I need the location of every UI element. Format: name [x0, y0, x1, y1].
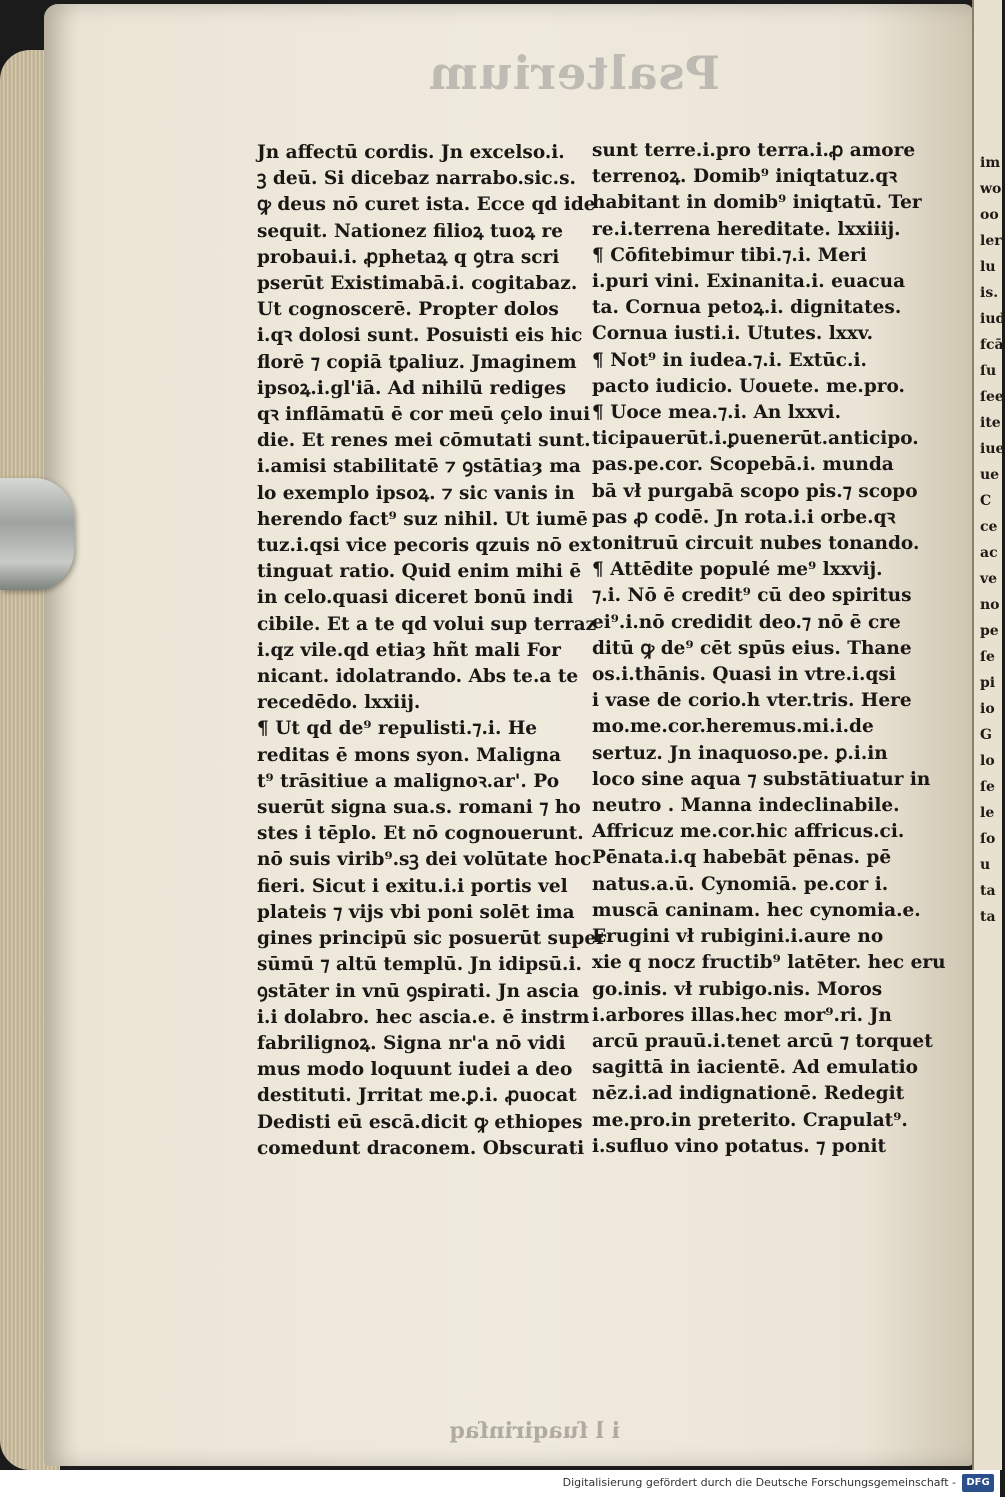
text-line: sūmū ⁊ altū templū. Jn idipsū.i. — [257, 954, 582, 976]
facing-page-fragment: iue — [980, 441, 1005, 457]
text-line: florē ⁊ copiā tꝑaliuz. Jmaginem — [257, 351, 577, 373]
text-line: habitant in domib⁹ iniqtatū. Ter — [592, 192, 922, 214]
text-line: pas.pe.cor. Scopebā.i. munda — [592, 454, 894, 476]
facing-page-fragment: is. — [980, 285, 999, 301]
facing-page-fragment: ite — [980, 415, 1001, 431]
facing-page-fragment: pe — [980, 623, 999, 639]
text-line: t⁹ trāsitiue a malignoꝛ.ar'. Po — [257, 770, 560, 792]
facing-page-fragment: ta — [980, 909, 996, 925]
text-line: Cornua iusti.i. Ututes. lxxv. — [592, 323, 874, 345]
text-line: Jn affectū cordis. Jn excelso.i. — [257, 142, 565, 163]
facing-page-fragment: wo — [980, 181, 1002, 197]
text-line: stes i tēplo. Et nō cognouerunt. — [257, 823, 584, 845]
text-line: go.inis. vł rubigo.nis. Moros — [592, 978, 883, 1000]
facing-page-fragment: lu — [980, 259, 996, 275]
text-line: sunt terre.i.pro terra.i.ꝓ amore — [592, 140, 916, 161]
text-line: ¶ Ut qd de⁹ repulisti.⁊.i. He — [257, 718, 538, 740]
text-line: i.qꝛ dolosi sunt. Posuisti eis hic — [257, 325, 583, 347]
text-line: Affricuz me.cor.hic affricus.ci. — [592, 821, 905, 843]
text-line: i.i dolabro. hec ascia.e. ē instrm — [257, 1006, 590, 1028]
facing-page-fragment: no — [980, 597, 1000, 613]
text-line: ¶ Attēdite populé me⁹ lxxvij. — [592, 559, 883, 581]
text-line: ꝫ deū. Si dicebaz narrabo.sic.s. — [257, 168, 576, 190]
text-line: sequit. Nationez filioꝝ tuoꝝ re — [257, 220, 563, 242]
text-line: reditas ē mons syon. Maligna — [257, 744, 562, 766]
text-line: me.pro.in preterito. Crapulat⁹. — [592, 1109, 908, 1131]
text-line: xie q nocz fructib⁹ latēter. hec eru — [592, 952, 946, 974]
facing-page-fragment: pi — [980, 675, 996, 691]
text-line: ei⁹.i.nō credidit deo.⁊ nō ē cre — [592, 611, 901, 633]
text-line: recedēdo. lxxiij. — [257, 692, 421, 714]
facing-page-fragment: fcā — [980, 337, 1004, 353]
text-line: os.i.thānis. Quasi in vtre.i.qsi — [592, 664, 896, 686]
text-line: Dedisti eū escā.dicit ꝙ ethiopes — [257, 1111, 583, 1133]
text-line: mo.me.cor.heremus.mi.i.de — [592, 716, 874, 738]
text-line: i.arbores illas.hec mor⁹.ri. Jn — [592, 1004, 892, 1026]
text-line: nēz.i.ad indignationē. Redegit — [592, 1083, 905, 1105]
text-line: tonitruū circuit nubes tonando. — [592, 533, 920, 555]
facing-page-fragment: C — [980, 493, 992, 509]
facing-page-fragment: ve — [980, 571, 998, 587]
text-line: natus.a.ū. Cynomiā. pe.cor i. — [592, 873, 889, 895]
text-line: cibile. Et a te qd volui sup terraz — [257, 613, 597, 635]
facing-page-fragment: le — [980, 805, 995, 821]
facing-page-fragment: oo — [980, 207, 999, 223]
text-column-left — [257, 140, 606, 1162]
facing-page-fragment: ue — [980, 467, 1000, 483]
facing-page-fragment: G — [980, 727, 992, 743]
credit-bar — [0, 1470, 1000, 1497]
dfg-logo: DFG — [962, 1474, 994, 1492]
text-line: herendo fact⁹ suz nihil. Ut iumē — [257, 508, 588, 530]
text-line: ¶ Cōfitebimur tibi.⁊.i. Meri — [592, 244, 867, 266]
facing-page-fragment: io — [980, 701, 995, 717]
text-line: i vase de corio.h vter.tris. Here — [592, 690, 912, 712]
text-line: gines principū sic posuerūt super — [257, 928, 606, 950]
text-line: ꝯstāter in vnū ꝯspirati. Jn ascia — [257, 980, 580, 1002]
facing-page-fragment: u — [980, 857, 991, 873]
funding-credit: Digitalisierung gefördert durch die Deutsche Forschungsgemeinschaft - — [562, 1476, 956, 1489]
text-column-right — [592, 138, 944, 1160]
facing-page-fragment: ta — [980, 883, 996, 899]
facing-page-edge — [972, 0, 1005, 1470]
text-line: ¶ Uoce mea.⁊.i. An lxxvi. — [592, 402, 842, 424]
text-line: arcū prauū.i.tenet arcū ⁊ torquet — [592, 1030, 933, 1052]
text-line: pacto iudicio. Uouete. me.pro. — [592, 375, 905, 397]
text-line: lo exemplo ipsoꝝ. ⁊ sic vanis in — [257, 482, 575, 504]
text-line: i.amisi stabilitatē ⁊ ꝯstātiaȝ ma — [257, 456, 581, 478]
text-line: terrenoꝝ. Domib⁹ iniqtatuz.qꝛ — [592, 166, 898, 188]
text-line: tuz.i.qsi vice pecoris qzuis nō ex — [257, 535, 592, 557]
text-line: pserūt Existimabā.i. cogitabaz. — [257, 273, 578, 295]
facing-page-fragment: ſe — [980, 779, 995, 795]
facing-page-fragment: iud — [980, 311, 1005, 327]
footer-bleedthrough: i l ſuaqirinſaq — [449, 1418, 620, 1444]
text-line: fabrilignoꝝ. Signa nr'a nō vidi — [257, 1032, 566, 1054]
text-line: ¶ Not⁹ in iudea.⁊.i. Extūc.i. — [592, 349, 867, 371]
text-line: loco sine aqua ⁊ substātiuatur in — [592, 768, 931, 790]
text-line: ditū ꝙ de⁹ cēt spūs eius. Thane — [592, 637, 912, 659]
facing-page-fragment: lo — [980, 753, 995, 769]
text-line: mus modo loquunt iudei a deo — [257, 1059, 573, 1081]
text-line: pas ꝓ codē. Jn rota.i.i orbe.qꝛ — [592, 506, 896, 528]
text-line: bā vł purgabā scopo pis.⁊ scopo — [592, 480, 918, 502]
text-line: neutro . Manna indeclinabile. — [592, 795, 900, 817]
text-line: ꝙ deus nō curet ista. Ecce qd ide — [257, 194, 596, 216]
text-line: qꝛ inflāmatū ē cor meū çelo inui — [257, 404, 591, 426]
facing-page-fragment: ſo — [980, 831, 996, 847]
text-line: ticipauerūt.i.ꝑuenerūt.anticipo. — [592, 428, 919, 450]
text-line: Pēnata.i.q habebāt pēnas. pē — [592, 847, 892, 869]
text-line: ta. Cornua petoꝝ.i. dignitates. — [592, 297, 902, 319]
facing-page-fragment: ſee — [980, 389, 1004, 405]
text-line: Erugini vł rubigini.i.aure no — [592, 926, 884, 948]
text-line: re.i.terrena hereditate. lxxiiij. — [592, 218, 901, 240]
text-line: fieri. Sicut i exitu.i.i portis vel — [257, 875, 568, 897]
text-line: in celo.quasi diceret bonū indi — [257, 587, 574, 609]
facing-page-fragment: ſe — [980, 649, 995, 665]
facing-page-fragment: ce — [980, 519, 998, 535]
text-line: i.puri vini. Exinanita.i. euacua — [592, 271, 906, 293]
text-line: Ut cognoscerē. Propter dolos — [257, 299, 559, 321]
facing-page-text — [974, 150, 1005, 930]
text-line: i.qz vile.qd etiaȝ hñt mali For — [257, 639, 561, 661]
text-line: comedunt draconem. Obscurati — [257, 1137, 585, 1159]
facing-page-fragment: ſu — [980, 363, 997, 379]
facing-page-fragment: ler — [980, 233, 1002, 249]
text-line: ⁊.i. Nō ē credit⁹ cū deo spiritus — [592, 585, 912, 607]
text-line: sertuz. Jn inaquoso.pe. ꝑ.i.in — [592, 742, 888, 764]
facing-page-fragment: im — [980, 155, 1001, 171]
text-line: muscā caninam. hec cynomia.e. — [592, 899, 921, 921]
text-line: probaui.i. ꝓphetaꝝ q ꝯtra scri — [257, 246, 560, 268]
text-line: tinguat ratio. Quid enim mihi ē — [257, 561, 582, 583]
text-line: sagittā in iacientē. Ad emulatio — [592, 1057, 918, 1079]
text-line: nicant. idolatrando. Abs te.a te — [257, 666, 579, 688]
facing-page-fragment: ac — [980, 545, 998, 561]
running-head-bleedthrough: Psalterium — [427, 46, 720, 100]
text-line: suerūt signa sua.s. romani ⁊ ho — [257, 797, 581, 819]
text-line: ipsoꝝ.i.gl'iā. Ad nihilū rediges — [257, 377, 567, 399]
text-line: destituti. Jrritat me.ꝑ.i. ꝓuocat — [257, 1085, 577, 1107]
text-line: nō suis virib⁹.sꝫ dei volūtate hoc — [257, 849, 592, 871]
text-line: plateis ⁊ vijs vbi poni solēt ima — [257, 901, 575, 923]
text-line: die. Et renes mei cōmutati sunt. — [257, 430, 591, 452]
text-line: i.sufluo vino potatus. ⁊ ponit — [592, 1135, 887, 1157]
page-clip — [0, 478, 74, 590]
